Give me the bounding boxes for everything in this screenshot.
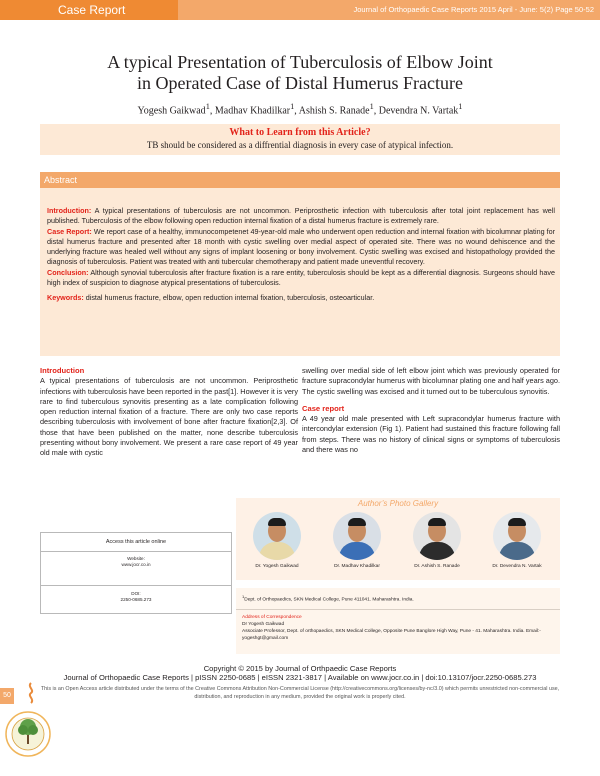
affiliation-line: $^1$Dept. of Orthopaedics, SKN Medical College, Pune 411041. Maharashtra. India.: [236, 588, 560, 610]
author-photo: Dr. Devendra N. Vartak: [482, 512, 552, 569]
author-photo: Dr. Ashish S. Ranade: [402, 512, 472, 569]
author: Yogesh Gaikwad: [137, 105, 206, 117]
author: Devendra N. Vartak: [378, 105, 459, 117]
access-title: Access this article online: [41, 533, 231, 552]
abstract-text: Introduction: A typical presentations of tuberculosis are not uncommon. Periprosthetic infection with tuberculosis after total joint replacement has well published. Tuberculosis of the elbow following open reduction internal fixation of a distal humerus fracture is extremely rare. Case Report: We report case of a healthy, immunocompetenet 49-year-old male who underwent open reduction and internal fixation with bicolumnar plating for distal humerus fracture and presented after 18 month with cystic swelling over medial aspect of operated site. There was no wound dehiscence and the underlying fracture was healed well without any signs of implant loosening or bony involvement. Cystic swelling was excised and histopathology provided the diagnosis of tuberculosis. Patient was treated with anti tubercular chemotherapy and patient made uneventful recovery. Conclusion: Although synovial tuberculosis after fracture fixation is a rare entity, tuberculosis should be kept as a differential diagnosis. Surgeons should have high index of suspicion to diagnose atypical presentations of tuberculosis. Keywords: distal humerus fracture, elbow, open reduction internal fixation, tuberculosis, osteoarticular.: [47, 206, 555, 303]
section-heading: Case report: [302, 403, 345, 413]
spine-icon: [24, 682, 38, 704]
learning-text: TB should be considered as a diffrential diagnosis in every case of atypical infection.: [146, 140, 454, 150]
section-heading: Introduction: [40, 366, 85, 375]
author-photo-gallery: [236, 498, 560, 580]
body-column-right: [302, 366, 560, 455]
learning-heading: What to Learn from this Article?: [229, 127, 371, 138]
access-website: Website: www.jocr.co.in: [41, 552, 231, 586]
affiliation-box: [236, 588, 560, 654]
page-number: 50: [0, 688, 14, 704]
header-bar: [0, 0, 600, 20]
author-photo: Dr. Madhav Khadilkar: [322, 512, 392, 569]
body-column-left: [40, 366, 298, 459]
access-doi: DOI: 2250-0685.273: [120, 591, 152, 602]
author-photo: Dr. Yogesh Gaikwad: [242, 512, 312, 569]
avatar: [333, 512, 381, 560]
author: Ashish S. Ranade: [298, 105, 370, 117]
body-paragraph: A 49 year old male presented with Left supracondylar humerus fracture with intercondylar extension (Fig 1). Patient had sustained this fracture following fall from steps. There was no history of clinical signs or symptoms of tuberculosis and there was no: [302, 414, 560, 455]
body-paragraph: A typical presentations of tuberculosis are not uncommon. Periprosthetic infections with tuberculosis have been reported in the past[1]. However it is very rare to find tuberculous synovitis presenting as a late complication following open reduction internal fixation of a fracture. There are only two case reports describing tuberculosis with involvement of bone after fracture fixation[2,3]. Of those that have been published on the matter, none describe tuberculosis presenting without bony involvement. We present a rare case report of 49 year old male with cystic: [40, 376, 298, 458]
article-type-tag: Case Report: [0, 0, 178, 20]
license-text: This is an Open Access article distributed under the terms of the Creative Commons Attribution Non-Commercial License (http://creativecommons.org/licenses/by-nc/3.0) which permits unrestricted non-commercial use, distribution, and reproduction in any medium, provided the original work is properly cited.: [40, 686, 560, 700]
avatar: [253, 512, 301, 560]
website-link[interactable]: www.jocr.co.in: [121, 562, 151, 567]
abstract-heading: Abstract: [40, 172, 560, 188]
copyright-line: Copyright © 2015 by Journal of Orthpaedic Case Reports: [203, 664, 397, 673]
journal-citation: Journal of Orthopaedic Case Reports 2015 April - June: 5(2) Page 50-52: [353, 5, 594, 14]
journal-logo-icon: [4, 710, 52, 758]
author-list: Yogesh Gaikwad$^1$, Madhav Khadilkar$^1$, Ashish S. Ranade$^1$, Devendra N. Vartak$^1$: [137, 102, 463, 117]
author: Madhav Khadilkar: [214, 105, 291, 117]
gallery-heading: Author’s Photo Gallery: [357, 499, 439, 508]
footer: [40, 664, 560, 701]
correspondence-heading: Address of Correspondence: [242, 615, 302, 621]
access-online-box: [40, 532, 232, 614]
learning-point-box: [40, 124, 560, 155]
correspondence: Address of Correspondence Dr Yogesh Gaikwad Associate Professor, Dept. of orthopaedics, SKN Medical College, Opposite Pune Banglore High Way, Pune - 41. Maharashtra. India. Email:- yogeshgt@gmail.com: [236, 610, 560, 647]
issn-line: Journal of Orthopaedic Case Reports | pISSN 2250-0685 | eISSN 2321-3817 | Available on www.jocr.co.in | doi:10.13107/jocr.2250-0685.273: [63, 673, 537, 682]
body-paragraph: swelling over medial side of left elbow joint which was previously operated for fracture supracondylar humerus with bicolumnar plating one and half years ago. The cystic swelling was excised and it turned out to be tuberculous synovitis.: [302, 366, 560, 396]
avatar: [413, 512, 461, 560]
avatar: [493, 512, 541, 560]
article-title: A typical Presentation of Tuberculosis of Elbow Joint in Operated Case of Distal Humerus Fracture: [107, 52, 493, 93]
abstract-box: [40, 172, 560, 356]
